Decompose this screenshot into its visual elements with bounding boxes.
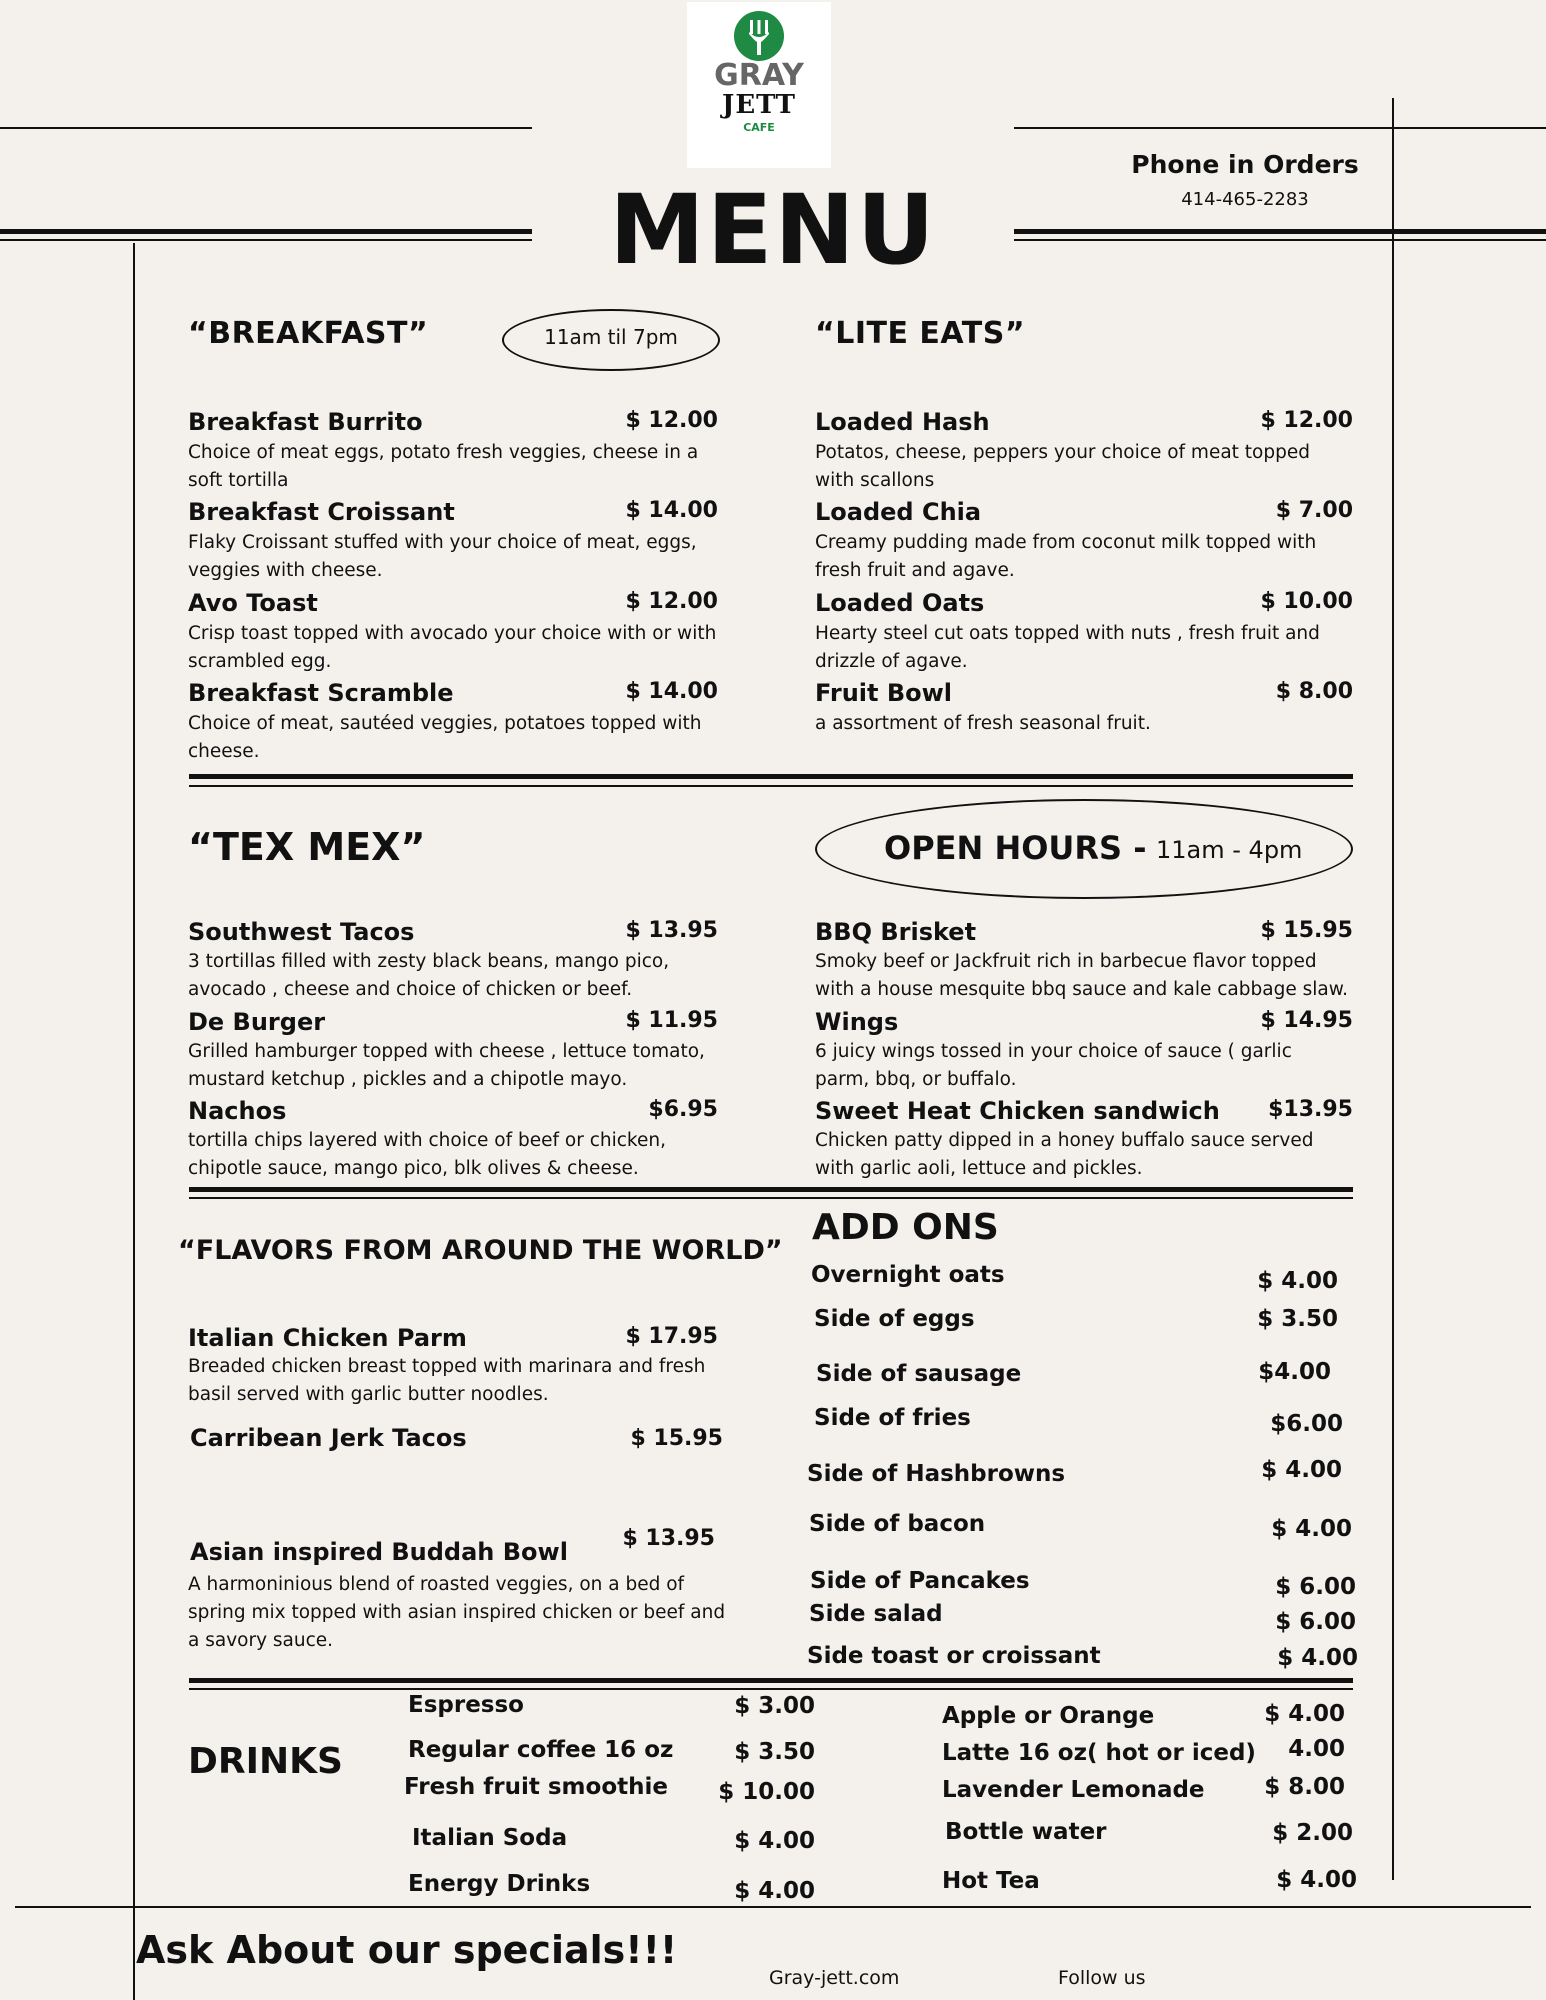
item-price: $ 15.95 — [630, 1426, 723, 1451]
drink-name: Energy Drinks — [408, 1871, 591, 1897]
header-left-rule-thick — [0, 229, 532, 234]
drink-price: 4.00 — [1288, 1736, 1345, 1762]
addon-price: $ 6.00 — [1275, 1574, 1356, 1600]
drink-name: Apple or Orange — [942, 1703, 1155, 1729]
addon-price: $ 3.50 — [1257, 1306, 1338, 1332]
drink-price: $ 8.00 — [1264, 1774, 1345, 1800]
logo-jett: JETT — [722, 90, 796, 120]
item-name: Italian Chicken Parm — [188, 1324, 467, 1352]
section-divider-3-thick — [189, 1678, 1353, 1683]
drink-price: $ 4.00 — [734, 1878, 815, 1904]
item-price: $13.95 — [1268, 1097, 1353, 1122]
item-name: Loaded Chia — [815, 498, 982, 526]
footer-rule — [15, 1906, 1531, 1908]
item-desc: 6 juicy wings tossed in your choice of sauce ( garlic parm, bbq, or buffalo. — [815, 1041, 1292, 1090]
item-desc: Potatos, cheese, peppers your choice of meat topped with scallons — [815, 442, 1310, 491]
logo — [687, 2, 831, 168]
item-name: Loaded Hash — [815, 408, 990, 436]
addon-price: $ 6.00 — [1275, 1609, 1356, 1635]
item-desc: Chicken patty dipped in a honey buffalo sauce served with garlic aoli, lettuce and pickles. — [815, 1130, 1314, 1179]
item-desc: 3 tortillas filled with zesty black beans, mango pico, avocado , cheese and choice of chicken or beef. — [188, 951, 670, 1000]
header-right-rule-thick — [1014, 229, 1546, 234]
addon-name: Side of fries — [814, 1405, 971, 1431]
item-desc: Grilled hamburger topped with cheese , lettuce tomato, mustard ketchup , pickles and a chipotle mayo. — [188, 1041, 705, 1090]
item-price: $ 15.95 — [1260, 918, 1353, 943]
item-price: $ 13.95 — [625, 918, 718, 943]
addon-name: Side of Pancakes — [810, 1568, 1030, 1594]
item-name: Sweet Heat Chicken sandwich — [815, 1097, 1220, 1125]
section-divider-3-thin — [189, 1688, 1353, 1690]
drink-price: $ 4.00 — [1276, 1867, 1357, 1893]
fork-icon — [733, 10, 785, 62]
addon-price: $ 4.00 — [1261, 1457, 1342, 1483]
item-name: De Burger — [188, 1008, 326, 1036]
drink-price: $ 4.00 — [1264, 1701, 1345, 1727]
phone-label: Phone in Orders — [1131, 150, 1359, 179]
drink-name: Espresso — [408, 1692, 524, 1718]
section-divider-1-thin — [189, 785, 1353, 787]
item-price: $ 7.00 — [1275, 498, 1353, 523]
item-price: $ 14.95 — [1260, 1008, 1353, 1033]
open-hours-label: OPEN HOURS - — [884, 829, 1147, 867]
section-divider-2-thick — [189, 1187, 1353, 1192]
item-desc: Crisp toast topped with avocado your choice with or with scrambled egg. — [188, 623, 717, 672]
drink-name: Latte 16 oz( hot or iced) — [942, 1740, 1256, 1766]
specials-banner: Ask About our specials!!! — [136, 1928, 678, 1972]
header-left-rule-thin — [0, 239, 532, 241]
addon-price: $ 4.00 — [1271, 1516, 1352, 1542]
item-price: $ 12.00 — [625, 408, 718, 433]
top-right-rule — [1014, 127, 1546, 129]
addon-price: $4.00 — [1258, 1359, 1331, 1385]
addon-name: Side of sausage — [816, 1361, 1022, 1387]
item-price: $6.95 — [648, 1097, 718, 1122]
breakfast-hours: 11am til 7pm — [544, 325, 678, 349]
website-link[interactable]: Gray-jett.com — [769, 1967, 900, 1989]
item-name: Breakfast Croissant — [188, 498, 455, 526]
tex-mex-title: “TEX MEX” — [188, 825, 426, 869]
item-name: Southwest Tacos — [188, 918, 415, 946]
item-price: $ 12.00 — [1260, 408, 1353, 433]
drink-price: $ 3.50 — [734, 1739, 815, 1765]
addon-price: $ 4.00 — [1277, 1645, 1358, 1671]
addon-name: Side salad — [809, 1601, 943, 1627]
item-price: $ 11.95 — [625, 1008, 718, 1033]
top-left-rule — [0, 127, 532, 129]
open-hours-time: 11am - 4pm — [1156, 836, 1303, 864]
drink-price: $ 10.00 — [718, 1779, 815, 1805]
phone-number[interactable]: 414-465-2283 — [1181, 189, 1309, 210]
item-desc: Hearty steel cut oats topped with nuts , fresh fruit and drizzle of agave. — [815, 623, 1320, 672]
header-right-rule-thin — [1014, 239, 1546, 241]
breakfast-title: “BREAKFAST” — [188, 316, 429, 351]
item-name: Carribean Jerk Tacos — [190, 1424, 467, 1452]
addon-name: Overnight oats — [811, 1262, 1005, 1288]
page-title: MENU — [609, 174, 937, 286]
item-price: $ 13.95 — [622, 1526, 715, 1551]
item-price: $ 14.00 — [625, 498, 718, 523]
item-name: Avo Toast — [188, 589, 318, 617]
item-name: Breakfast Scramble — [188, 679, 454, 707]
drink-name: Lavender Lemonade — [942, 1777, 1205, 1803]
right-vertical-rule — [1392, 98, 1394, 1880]
follow-us-link[interactable]: Follow us — [1058, 1967, 1146, 1989]
drink-price: $ 3.00 — [734, 1693, 815, 1719]
drink-price: $ 4.00 — [734, 1828, 815, 1854]
item-name: Fruit Bowl — [815, 679, 953, 707]
drink-name: Hot Tea — [942, 1868, 1040, 1894]
lite-eats-title: “LITE EATS” — [815, 316, 1026, 351]
item-desc: Creamy pudding made from coconut milk topped with fresh fruit and agave. — [815, 532, 1317, 581]
item-name: Nachos — [188, 1097, 287, 1125]
addon-price: $6.00 — [1270, 1411, 1343, 1437]
addon-name: Side toast or croissant — [807, 1643, 1101, 1669]
item-name: BBQ Brisket — [815, 918, 977, 946]
item-name: Loaded Oats — [815, 589, 985, 617]
item-price: $ 10.00 — [1260, 589, 1353, 614]
addon-name: Side of eggs — [814, 1306, 975, 1332]
item-desc: Choice of meat eggs, potato fresh veggies, cheese in a soft tortilla — [188, 442, 699, 491]
addon-name: Side of Hashbrowns — [807, 1461, 1066, 1487]
drink-name: Regular coffee 16 oz — [408, 1737, 674, 1763]
drink-price: $ 2.00 — [1272, 1820, 1353, 1846]
item-price: $ 17.95 — [625, 1324, 718, 1349]
add-ons-title: ADD ONS — [812, 1207, 999, 1248]
addon-price: $ 4.00 — [1257, 1268, 1338, 1294]
item-desc: Flaky Croissant stuffed with your choice of meat, eggs, veggies with cheese. — [188, 532, 697, 581]
item-price: $ 8.00 — [1275, 679, 1353, 704]
drink-name: Italian Soda — [412, 1825, 568, 1851]
drinks-title: DRINKS — [188, 1741, 343, 1782]
drink-name: Fresh fruit smoothie — [404, 1774, 668, 1800]
section-divider-2-thin — [189, 1197, 1353, 1199]
world-title: “FLAVORS FROM AROUND THE WORLD” — [178, 1235, 783, 1266]
item-desc: tortilla chips layered with choice of beef or chicken, chipotle sauce, mango pico, blk olives & cheese. — [188, 1130, 666, 1179]
item-desc: a assortment of fresh seasonal fruit. — [815, 713, 1151, 734]
drink-name: Bottle water — [945, 1819, 1107, 1845]
logo-cafe: CAFE — [743, 121, 775, 134]
item-name: Wings — [815, 1008, 899, 1036]
item-price: $ 14.00 — [625, 679, 718, 704]
left-vertical-rule — [133, 243, 135, 2000]
item-desc: Breaded chicken breast topped with marinara and fresh basil served with garlic butter noodles. — [188, 1356, 706, 1405]
item-name: Asian inspired Buddah Bowl — [190, 1538, 568, 1566]
item-name: Breakfast Burrito — [188, 408, 423, 436]
item-desc: Smoky beef or Jackfruit rich in barbecue flavor topped with a house mesquite bbq sauce and kale cabbage slaw. — [815, 951, 1349, 1000]
item-desc: A harmoninious blend of roasted veggies, on a bed of spring mix topped with asian inspired chicken or beef and a savory sauce. — [188, 1574, 726, 1651]
item-price: $ 12.00 — [625, 589, 718, 614]
addon-name: Side of bacon — [809, 1511, 986, 1537]
item-desc: Choice of meat, sautéed veggies, potatoes topped with cheese. — [188, 713, 702, 762]
logo-gray: GRAY — [714, 58, 804, 93]
section-divider-1-thick — [189, 774, 1353, 779]
